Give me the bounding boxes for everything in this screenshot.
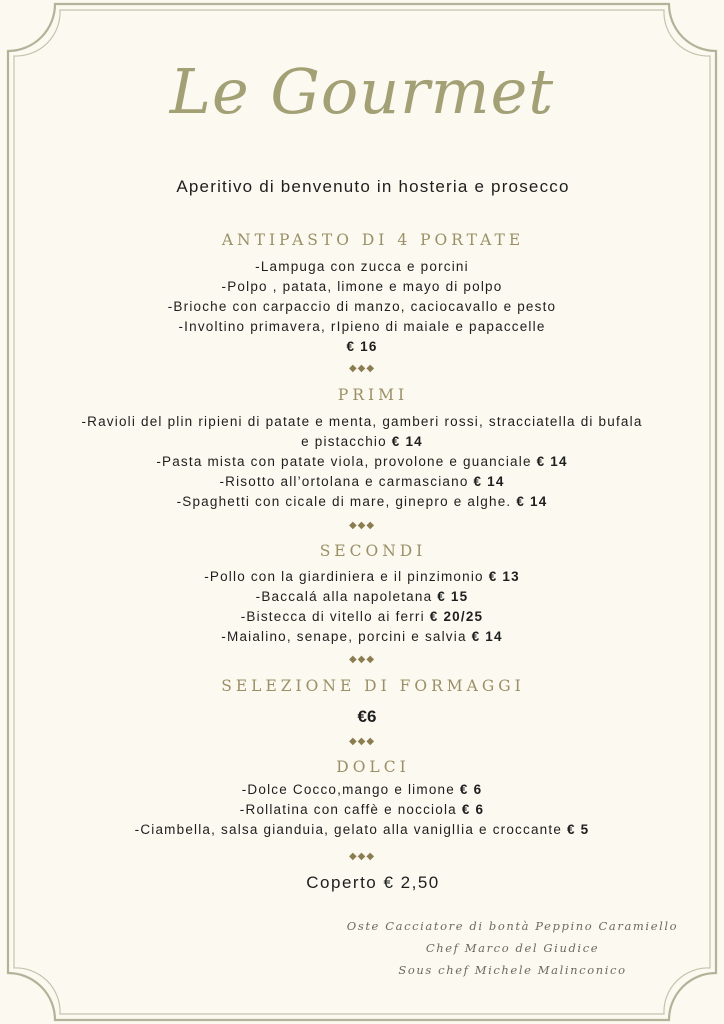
dish-name: -Pasta mista con patate viola, provolone e guanciale (156, 454, 537, 469)
diamond-divider: ◆◆◆ (348, 654, 376, 665)
dish-name: e pistacchio (301, 434, 392, 449)
diamond-divider: ◆◆◆ (348, 851, 376, 862)
menu-item (0, 277, 724, 297)
section-title-formaggi: SELEZIONE DI FORMAGGI (221, 677, 525, 695)
restaurant-title: Le Gourmet (169, 55, 555, 128)
dish-name: -Pollo con la giardiniera e il pinzimonio (204, 569, 489, 584)
credit-owner: Oste Cacciatore di bontà Peppino Caramiello (346, 919, 679, 933)
staff-credits (330, 915, 695, 981)
diamond-divider: ◆◆◆ (348, 520, 376, 531)
cover-charge: Coperto € 2,50 (306, 873, 440, 892)
formaggi-price: €6 (357, 707, 377, 726)
dish-name: -Spaghetti con cicale di mare, ginepro e alghe. (176, 494, 517, 509)
menu-item (0, 567, 724, 587)
secondi-list (0, 567, 724, 647)
menu-item (0, 472, 724, 492)
section-title-secondi: SECONDI (319, 542, 427, 560)
dish-name: -Lampuga con zucca e porcini (255, 259, 469, 274)
menu-item (0, 297, 724, 317)
section-title-antipasto: ANTIPASTO DI 4 PORTATE (221, 231, 525, 249)
dish-name: -Dolce Cocco,mango e limone (241, 782, 460, 797)
dish-name: -Rollatina con caffè e nocciola (239, 802, 462, 817)
menu-item (0, 337, 724, 357)
dish-price: € 20/25 (429, 609, 484, 624)
dish-name: -Baccalá alla napoletana (255, 589, 438, 604)
credit-sous-chef: Sous chef Michele Malinconico (398, 963, 627, 977)
dish-price: € 14 (536, 454, 568, 469)
credit-chef: Chef Marco del Giudice (425, 941, 600, 955)
antipasto-list (0, 257, 724, 357)
menu-item (0, 780, 724, 800)
menu-item (0, 412, 724, 432)
dish-name: -Bistecca di vitello ai ferri (240, 609, 430, 624)
menu-item (0, 820, 724, 840)
dish-price: € 13 (488, 569, 520, 584)
section-title-dolci: DOLCI (336, 758, 410, 776)
dish-price: € 14 (471, 629, 503, 644)
section-title-primi: PRIMI (337, 386, 409, 404)
menu-item (0, 257, 724, 277)
dish-price: € 16 (346, 339, 378, 354)
dish-price: € 5 (566, 822, 590, 837)
menu-item (0, 452, 724, 472)
welcome-aperitif: Aperitivo di benvenuto in hosteria e prosecco (176, 177, 570, 196)
diamond-divider: ◆◆◆ (348, 736, 376, 747)
menu-item (0, 607, 724, 627)
dish-price: € 14 (391, 434, 423, 449)
primi-list (0, 412, 724, 512)
dish-price: € 14 (516, 494, 548, 509)
dish-price: € 15 (437, 589, 469, 604)
dish-name: -Risotto all’ortolana e carmasciano (219, 474, 474, 489)
menu-item (0, 627, 724, 647)
diamond-divider: ◆◆◆ (348, 363, 376, 374)
dish-name: -Maialino, senape, porcini e salvia (221, 629, 472, 644)
dolci-list (0, 780, 724, 840)
dish-name: -Involtino primavera, rIpieno di maiale e papaccelle (178, 319, 546, 334)
menu-item (0, 317, 724, 337)
menu-item (0, 587, 724, 607)
dish-price: € 6 (461, 802, 485, 817)
dish-name: -Brioche con carpaccio di manzo, caciocavallo e pesto (167, 299, 557, 314)
dish-price: € 6 (459, 782, 483, 797)
menu-item (0, 800, 724, 820)
menu-item (0, 492, 724, 512)
dish-price: € 14 (473, 474, 505, 489)
menu-item (0, 432, 724, 452)
dish-name: -Ravioli del plin ripieni di patate e menta, gamberi rossi, stracciatella di bufala (81, 414, 643, 429)
dish-name: -Polpo , patata, limone e mayo di polpo (221, 279, 503, 294)
dish-name: -Ciambella, salsa gianduia, gelato alla vaniglIia e croccante (134, 822, 567, 837)
